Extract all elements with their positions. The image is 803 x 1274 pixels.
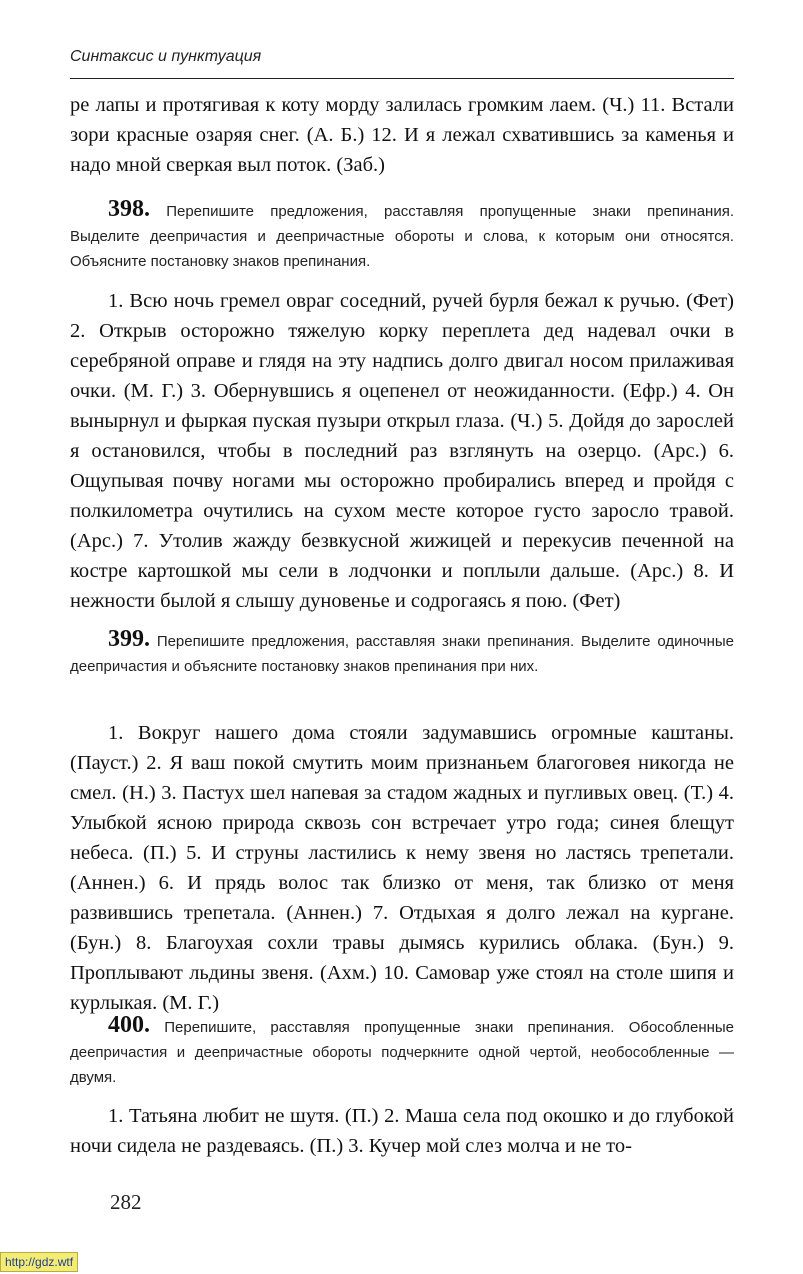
exercise-400-text: 1. Татьяна любит не шутя. (П.) 2. Маша села под окошко и до глубокой ночи сидела не раздеваясь. (П.) 3. Кучер мой слез молча и не то-	[70, 1105, 734, 1157]
exercise-398-text: 1. Всю ночь гремел овраг соседний, ручей бурля бежал к ручью. (Фет) 2. Открыв осторожно тяжелую корку переплета дед надевал очки в серебряной оправе и глядя на эту надпись долго двигал носом прилаживая очки. (М. Г.) 3. Обернувшись я оцепенел от неожиданности. (Ефр.) 4. Он вынырнул и фыркая пуская пузыри открыл глаза. (Ч.) 5. Дойдя до зарослей я остановился, чтобы в последний раз взглянуть на озерцо. (Арс.) 6. Ощупывая почву ногами мы осторожно пробирались вперед и пройдя с полкилометра очутились на сухом месте которое густо заросло травой. (Арс.) 7. Утолив жажду безвкусной жижицей и перекусив печенной на костре картошкой мы сели в лодчонки и поплыли дальше. (Арс.) 8. И нежности былой я слышу дуновенье и содрогаясь я пою. (Фет)	[70, 290, 734, 612]
running-title: Синтаксис и пунктуация	[70, 48, 262, 65]
exercise-398-number: 398.	[108, 196, 150, 222]
exercise-399-task	[70, 627, 734, 679]
header-divider	[70, 78, 734, 79]
exercise-399-instruction: Перепишите предложения, расставляя знаки препинания. Выделите одиночные деепричастия и объясните постановку знаков препинания при них.	[70, 633, 734, 675]
exercise-400-instruction: Перепишите, расставляя пропущенные знаки препинания. Обособленные деепричастия и деепричастные обороты подчеркните одной чертой, необособленные — двумя.	[70, 1019, 735, 1086]
exercise-398-instruction: Перепишите предложения, расставляя пропущенные знаки препинания. Выделите деепричастия и деепричастные обороты и слова, к которым они относятся. Объясните постановку знаков препинания.	[70, 203, 735, 270]
exercise-400-task	[70, 1013, 734, 1090]
exercise-398-task	[70, 197, 734, 274]
exercise-399-text: 1. Вокруг нашего дома стояли задумавшись огромные каштаны. (Пауст.) 2. Я ваш покой смутить моим признаньем благоговея никогда не смел. (Н.) 3. Пастух шел напевая за стадом жадных и пугливых овец. (Т.) 4. Улыбкой ясною природа сквозь сон встречает утро года; синея блещут небеса. (П.) 5. И струны ластились к нему звеня но ластясь трепетали. (Аннен.) 6. И прядь волос так близко от меня, так близко от меня развившись трепетала. (Аннен.) 7. Отдыхая я долго лежал на кургане. (Бун.) 8. Благоухая сохли травы дымясь курились облака. (Бун.) 9. Проплывают льдины звеня. (Ахм.) 10. Самовар уже стоял на столе шипя и курлыкая. (М. Г.)	[70, 722, 734, 1014]
exercise-399-number: 399.	[108, 626, 150, 652]
exercise-400-number: 400.	[108, 1012, 150, 1038]
continuation-text: ре лапы и протягивая к коту морду залилась громким лаем. (Ч.) 11. Встали зори красные озаряя снег. (А. Б.) 12. И я лежал схватившись за каменья и надо мной сверкая выл поток. (Заб.)	[70, 94, 734, 176]
watermark-link[interactable]: http://gdz.wtf	[0, 1252, 78, 1272]
page-number: 282	[110, 1190, 142, 1214]
